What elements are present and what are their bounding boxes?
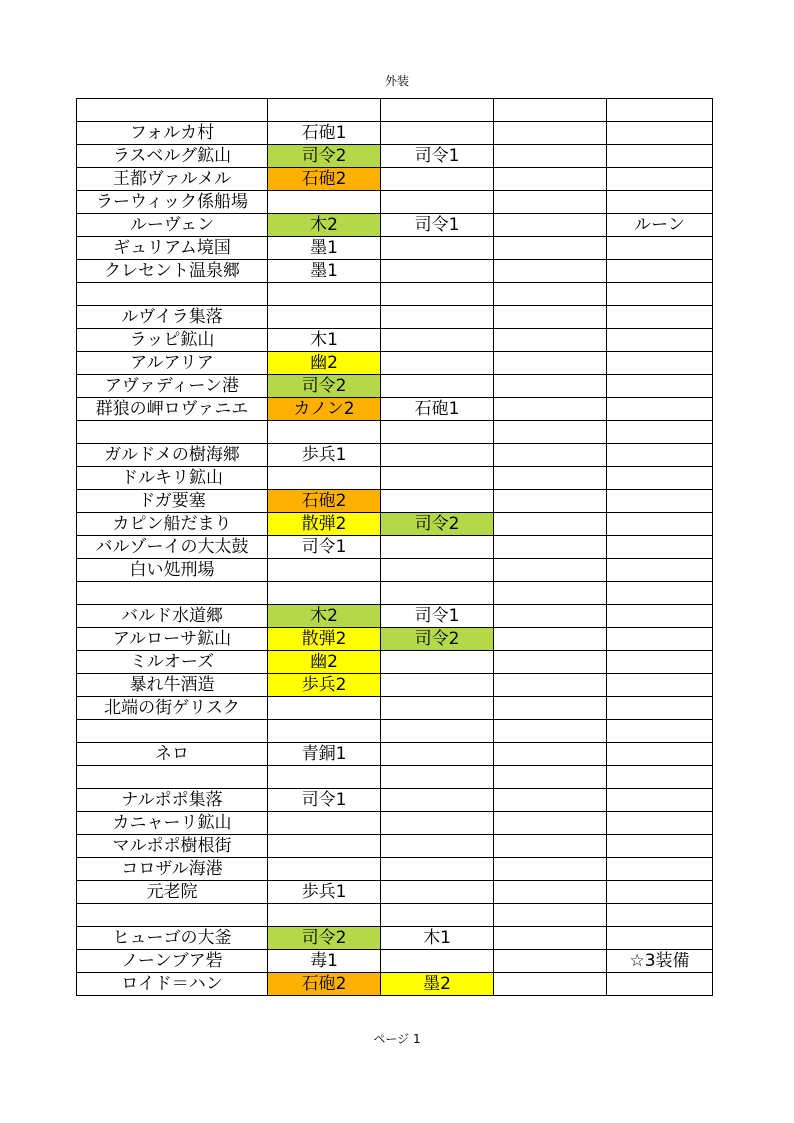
location-cell[interactable]	[77, 421, 268, 444]
equipment-cell[interactable]	[607, 789, 713, 812]
equipment-cell[interactable]	[607, 605, 713, 628]
equipment-cell[interactable]	[607, 490, 713, 513]
table-row	[77, 467, 713, 490]
equipment-cell[interactable]	[494, 651, 607, 674]
table-row	[77, 283, 713, 306]
location-cell[interactable]: アヴァディーン港	[77, 375, 268, 398]
table-row	[77, 674, 713, 697]
equipment-cell[interactable]	[268, 904, 381, 927]
equipment-cell[interactable]	[607, 352, 713, 375]
table-row	[77, 720, 713, 743]
equipment-cell[interactable]	[607, 651, 713, 674]
location-cell[interactable]: 暴れ牛酒造	[77, 674, 268, 697]
equipment-cell[interactable]	[381, 697, 494, 720]
equipment-cell[interactable]: 幽2	[268, 352, 381, 375]
equipment-cell[interactable]: 石砲1	[381, 398, 494, 421]
equipment-cell[interactable]	[268, 191, 381, 214]
equipment-cell[interactable]	[381, 674, 494, 697]
equipment-cell[interactable]	[268, 559, 381, 582]
location-cell[interactable]: ミルオーズ	[77, 651, 268, 674]
location-cell[interactable]: ラーウィック係船場	[77, 191, 268, 214]
table-row	[77, 835, 713, 858]
equipment-cell[interactable]: 司令2	[268, 927, 381, 950]
equipment-cell[interactable]	[494, 743, 607, 766]
equipment-cell[interactable]: 石砲2	[268, 973, 381, 996]
location-cell[interactable]: ナルポポ集落	[77, 789, 268, 812]
equipment-cell[interactable]	[268, 720, 381, 743]
equipment-cell[interactable]	[607, 766, 713, 789]
table-row	[77, 260, 713, 283]
equipment-cell[interactable]: 歩兵1	[268, 881, 381, 904]
equipment-cell[interactable]	[381, 720, 494, 743]
equipment-cell[interactable]	[268, 582, 381, 605]
equipment-cell[interactable]: 司令2	[381, 513, 494, 536]
equipment-cell[interactable]: 石砲1	[268, 122, 381, 145]
location-cell[interactable]: アルアリア	[77, 352, 268, 375]
equipment-cell[interactable]	[607, 812, 713, 835]
equipment-cell[interactable]	[381, 490, 494, 513]
location-cell[interactable]: ラッピ鉱山	[77, 329, 268, 352]
equipment-cell[interactable]	[494, 536, 607, 559]
equipment-cell[interactable]	[494, 812, 607, 835]
equipment-cell[interactable]	[268, 766, 381, 789]
location-cell[interactable]: ロイド＝ハン	[77, 973, 268, 996]
page-header: 外装	[384, 74, 409, 88]
equipment-cell[interactable]	[381, 904, 494, 927]
equipment-cell[interactable]	[494, 283, 607, 306]
equipment-cell[interactable]	[494, 835, 607, 858]
equipment-cell[interactable]	[607, 260, 713, 283]
equipment-cell[interactable]	[494, 582, 607, 605]
table-row	[77, 858, 713, 881]
equipment-cell[interactable]	[268, 283, 381, 306]
equipment-cell[interactable]	[494, 674, 607, 697]
equipment-cell[interactable]	[494, 904, 607, 927]
equipment-cell[interactable]	[607, 628, 713, 651]
equipment-cell[interactable]	[607, 237, 713, 260]
table-row	[77, 99, 713, 122]
equipment-cell[interactable]	[607, 536, 713, 559]
equipment-cell[interactable]	[381, 582, 494, 605]
equipment-cell[interactable]: 司令1	[381, 605, 494, 628]
equipment-cell[interactable]	[381, 352, 494, 375]
equipment-cell[interactable]	[607, 674, 713, 697]
table-row	[77, 490, 713, 513]
table-row	[77, 444, 713, 467]
equipment-cell[interactable]	[381, 881, 494, 904]
equipment-cell[interactable]	[381, 237, 494, 260]
equipment-cell[interactable]	[494, 605, 607, 628]
equipment-cell[interactable]: 墨1	[268, 260, 381, 283]
equipment-cell[interactable]: 司令2	[381, 628, 494, 651]
equipment-cell[interactable]: 墨2	[381, 973, 494, 996]
equipment-cell[interactable]	[494, 260, 607, 283]
location-cell[interactable]: フォルカ村	[77, 122, 268, 145]
table-row	[77, 743, 713, 766]
equipment-cell[interactable]	[381, 766, 494, 789]
equipment-cell[interactable]	[268, 858, 381, 881]
equipment-cell[interactable]: 歩兵1	[268, 444, 381, 467]
equipment-cell[interactable]	[607, 513, 713, 536]
location-cell[interactable]: 群狼の岬ロヴァニエ	[77, 398, 268, 421]
equipment-cell[interactable]	[494, 950, 607, 973]
location-cell[interactable]: ガルドメの樹海郷	[77, 444, 268, 467]
equipment-cell[interactable]	[607, 743, 713, 766]
location-cell[interactable]	[77, 720, 268, 743]
location-cell[interactable]: アルローサ鉱山	[77, 628, 268, 651]
location-cell[interactable]: 王都ヴァルメル	[77, 168, 268, 191]
equipment-cell[interactable]	[607, 191, 713, 214]
location-cell[interactable]: クレセント温泉郷	[77, 260, 268, 283]
equipment-cell[interactable]	[607, 306, 713, 329]
location-cell[interactable]	[77, 904, 268, 927]
equipment-cell[interactable]	[494, 306, 607, 329]
table-row	[77, 398, 713, 421]
equipment-cell[interactable]: 石砲2	[268, 168, 381, 191]
equipment-cell[interactable]	[607, 973, 713, 996]
table-row	[77, 973, 713, 996]
equipment-cell[interactable]: 司令1	[268, 536, 381, 559]
equipment-cell[interactable]	[381, 950, 494, 973]
table-row	[77, 559, 713, 582]
equipment-cell[interactable]	[494, 927, 607, 950]
equipment-cell[interactable]	[607, 283, 713, 306]
table-row	[77, 789, 713, 812]
equipment-cell[interactable]	[381, 559, 494, 582]
location-cell[interactable]: ネロ	[77, 743, 268, 766]
equipment-cell[interactable]	[268, 467, 381, 490]
equipment-cell[interactable]	[268, 697, 381, 720]
location-cell[interactable]	[77, 283, 268, 306]
equipment-cell[interactable]: 散弾2	[268, 628, 381, 651]
location-cell[interactable]: ラスベルグ鉱山	[77, 145, 268, 168]
table-row	[77, 352, 713, 375]
equipment-cell[interactable]	[607, 927, 713, 950]
table-row	[77, 582, 713, 605]
table-row	[77, 191, 713, 214]
equipment-cell[interactable]	[494, 214, 607, 237]
table-row	[77, 513, 713, 536]
location-cell[interactable]	[77, 582, 268, 605]
table-row	[77, 605, 713, 628]
page-footer: ページ 1	[373, 1032, 421, 1046]
equipment-cell[interactable]	[494, 766, 607, 789]
equipment-cell[interactable]	[381, 421, 494, 444]
equipment-cell[interactable]: 木2	[268, 605, 381, 628]
location-cell[interactable]: ギュリアム境国	[77, 237, 268, 260]
equipment-cell[interactable]	[268, 306, 381, 329]
location-cell[interactable]: カニャーリ鉱山	[77, 812, 268, 835]
location-cell[interactable]: コロザル海港	[77, 858, 268, 881]
table-row	[77, 375, 713, 398]
equipment-cell[interactable]: 司令2	[268, 375, 381, 398]
location-cell[interactable]: カピン船だまり	[77, 513, 268, 536]
equipment-cell[interactable]	[607, 99, 713, 122]
equipment-cell[interactable]: 毒1	[268, 950, 381, 973]
table-row	[77, 950, 713, 973]
equipment-cell[interactable]	[494, 697, 607, 720]
equipment-cell[interactable]	[607, 329, 713, 352]
equipment-cell[interactable]	[607, 467, 713, 490]
equipment-cell[interactable]	[494, 467, 607, 490]
equipment-cell[interactable]	[494, 858, 607, 881]
table-row	[77, 651, 713, 674]
equipment-cell[interactable]	[607, 444, 713, 467]
equipment-cell[interactable]	[494, 99, 607, 122]
equipment-cell[interactable]	[381, 812, 494, 835]
equipment-cell[interactable]: カノン2	[268, 398, 381, 421]
table-row	[77, 306, 713, 329]
table-row	[77, 628, 713, 651]
equipment-cell[interactable]	[607, 697, 713, 720]
equipment-cell[interactable]: 司令1	[381, 145, 494, 168]
spreadsheet-table	[76, 98, 713, 996]
equipment-cell[interactable]	[268, 812, 381, 835]
location-cell[interactable]	[77, 766, 268, 789]
equipment-cell[interactable]: 木1	[268, 329, 381, 352]
equipment-cell[interactable]	[494, 398, 607, 421]
equipment-cell[interactable]	[381, 306, 494, 329]
location-cell[interactable]: ルヴイラ集落	[77, 306, 268, 329]
equipment-cell[interactable]	[381, 444, 494, 467]
equipment-cell[interactable]	[381, 260, 494, 283]
equipment-cell[interactable]	[607, 835, 713, 858]
equipment-cell[interactable]	[494, 881, 607, 904]
equipment-cell[interactable]	[607, 122, 713, 145]
equipment-cell[interactable]	[381, 858, 494, 881]
equipment-cell[interactable]	[381, 99, 494, 122]
equipment-cell[interactable]	[494, 559, 607, 582]
equipment-cell[interactable]	[381, 743, 494, 766]
equipment-cell[interactable]: 司令1	[268, 789, 381, 812]
equipment-cell[interactable]	[494, 973, 607, 996]
location-cell[interactable]: ノーンブア砦	[77, 950, 268, 973]
table-row	[77, 145, 713, 168]
equipment-cell[interactable]	[494, 168, 607, 191]
equipment-cell[interactable]	[494, 513, 607, 536]
location-cell[interactable]: バルゾーイの大太鼓	[77, 536, 268, 559]
equipment-cell[interactable]: 青銅1	[268, 743, 381, 766]
equipment-cell[interactable]: 散弾2	[268, 513, 381, 536]
equipment-cell[interactable]	[268, 835, 381, 858]
equipment-cell[interactable]	[607, 904, 713, 927]
equipment-cell[interactable]	[268, 421, 381, 444]
equipment-cell[interactable]	[381, 283, 494, 306]
equipment-cell[interactable]	[607, 375, 713, 398]
equipment-cell[interactable]	[494, 720, 607, 743]
equipment-cell[interactable]: ルーン	[607, 214, 713, 237]
table-row	[77, 766, 713, 789]
equipment-cell[interactable]	[381, 375, 494, 398]
equipment-cell[interactable]	[494, 329, 607, 352]
equipment-cell[interactable]	[607, 421, 713, 444]
equipment-cell[interactable]: ☆3装備	[607, 950, 713, 973]
equipment-cell[interactable]: 石砲2	[268, 490, 381, 513]
equipment-cell[interactable]	[607, 559, 713, 582]
equipment-cell[interactable]	[494, 145, 607, 168]
equipment-cell[interactable]	[381, 191, 494, 214]
location-cell[interactable]: ルーヴェン	[77, 214, 268, 237]
equipment-cell[interactable]: 墨1	[268, 237, 381, 260]
equipment-cell[interactable]	[381, 789, 494, 812]
equipment-cell[interactable]	[494, 628, 607, 651]
equipment-cell[interactable]: 幽2	[268, 651, 381, 674]
location-cell[interactable]: 北端の街ゲリスク	[77, 697, 268, 720]
equipment-cell[interactable]	[607, 881, 713, 904]
equipment-cell[interactable]	[494, 122, 607, 145]
equipment-cell[interactable]	[381, 835, 494, 858]
equipment-cell[interactable]: 木1	[381, 927, 494, 950]
table-row	[77, 237, 713, 260]
location-cell[interactable]: 白い処刑場	[77, 559, 268, 582]
table-row	[77, 697, 713, 720]
equipment-cell[interactable]	[268, 99, 381, 122]
table-row	[77, 812, 713, 835]
equipment-cell[interactable]	[607, 720, 713, 743]
location-cell[interactable]: ドルキリ鉱山	[77, 467, 268, 490]
table-row	[77, 927, 713, 950]
equipment-cell[interactable]	[494, 490, 607, 513]
equipment-cell[interactable]	[607, 582, 713, 605]
location-cell[interactable]	[77, 99, 268, 122]
table-row	[77, 881, 713, 904]
equipment-cell[interactable]	[381, 467, 494, 490]
equipment-cell[interactable]	[494, 191, 607, 214]
equipment-cell[interactable]	[494, 421, 607, 444]
equipment-cell[interactable]: 木2	[268, 214, 381, 237]
table-row	[77, 329, 713, 352]
location-cell[interactable]: ドガ要塞	[77, 490, 268, 513]
equipment-cell[interactable]	[494, 375, 607, 398]
equipment-cell[interactable]	[381, 651, 494, 674]
table-row	[77, 122, 713, 145]
equipment-cell[interactable]	[494, 789, 607, 812]
table-row	[77, 214, 713, 237]
equipment-cell[interactable]	[381, 329, 494, 352]
table-row	[77, 904, 713, 927]
table-row	[77, 536, 713, 559]
equipment-cell[interactable]	[381, 536, 494, 559]
equipment-cell[interactable]	[607, 145, 713, 168]
equipment-cell[interactable]: 司令1	[381, 214, 494, 237]
equipment-cell[interactable]	[494, 352, 607, 375]
equipment-cell[interactable]: 歩兵2	[268, 674, 381, 697]
location-cell[interactable]: マルポポ樹根街	[77, 835, 268, 858]
table-row	[77, 421, 713, 444]
equipment-cell[interactable]	[494, 444, 607, 467]
equipment-cell[interactable]	[607, 858, 713, 881]
equipment-cell[interactable]	[607, 168, 713, 191]
location-cell[interactable]: バルド水道郷	[77, 605, 268, 628]
equipment-cell[interactable]	[607, 398, 713, 421]
equipment-cell[interactable]	[381, 168, 494, 191]
location-cell[interactable]: 元老院	[77, 881, 268, 904]
sheet-body	[77, 99, 713, 996]
table-row	[77, 168, 713, 191]
location-cell[interactable]: ヒューゴの大釜	[77, 927, 268, 950]
equipment-cell[interactable]	[494, 237, 607, 260]
equipment-cell[interactable]	[381, 122, 494, 145]
equipment-cell[interactable]: 司令2	[268, 145, 381, 168]
